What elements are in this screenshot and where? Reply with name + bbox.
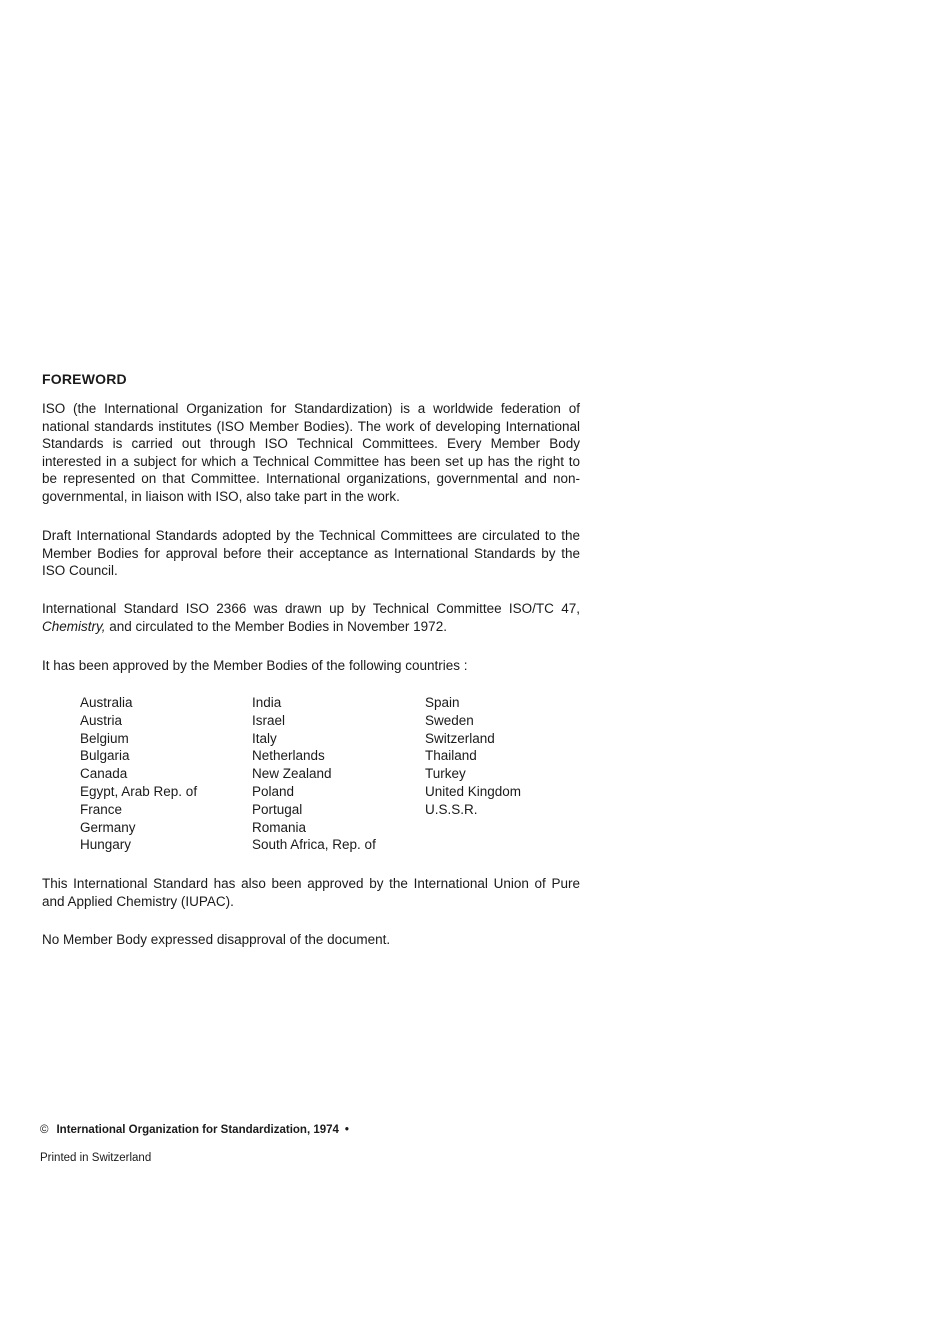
foreword-paragraph-no-disapproval: No Member Body expressed disapproval of the document. [42, 932, 391, 947]
country-item: India [252, 695, 282, 710]
country-item: South Africa, Rep. of [252, 837, 376, 853]
copyright-icon: © [40, 1124, 49, 1136]
country-item: Spain [425, 695, 460, 710]
printed-in-line: Printed in Switzerland [40, 1152, 152, 1164]
country-item: Portugal [252, 801, 303, 817]
para3-text-after: and circulated to the Member Bodies in November 1972. [105, 618, 447, 634]
country-item: Sweden [425, 712, 474, 728]
country-item: Germany [80, 819, 136, 835]
country-item: United Kingdom [425, 783, 522, 799]
foreword-paragraph-draft-standards: Draft International Standards adopted by the Technical Committees are circulated to the Member Bodies for approval before their acceptance as International Standards by the ISO Council. [42, 528, 580, 579]
country-item: Italy [252, 730, 277, 746]
country-item: Netherlands [252, 748, 325, 764]
country-item: Israel [252, 712, 286, 728]
foreword-paragraph-iso-2366 [42, 600, 580, 635]
copyright-text: International Organization for Standardization, 1974 [56, 1124, 339, 1136]
countries-column-2 [252, 694, 425, 854]
foreword-paragraph-iso-intro: ISO (the International Organization for Standardization) is a worldwide federation of national standards institutes (ISO Member Bodies). The work of developing International Standards is carried out through ISO Technical Committees. Every Member Body interested in a subject for which a Technical Committee has been set up has the right to be represented on that Committee. International organizations, governmental and non-governmental, in liaison with ISO, also take part in the work. [42, 401, 580, 504]
country-item: Egypt, Arab Rep. of [80, 783, 198, 799]
countries-column-1 [80, 694, 252, 854]
country-item: U.S.S.R. [425, 801, 478, 817]
country-item: Belgium [80, 730, 129, 746]
country-item: Switzerland [425, 730, 495, 746]
country-item: France [80, 801, 123, 817]
foreword-paragraph-approval-intro: It has been approved by the Member Bodies of the following countries : [42, 658, 468, 673]
countries-column-3 [425, 694, 585, 854]
country-item: New Zealand [252, 766, 332, 782]
copyright-line [40, 1124, 349, 1136]
country-item: Australia [80, 695, 133, 710]
country-item: Poland [252, 783, 295, 799]
country-item: Austria [80, 712, 123, 728]
country-item: Canada [80, 766, 128, 782]
foreword-paragraph-iupac: This International Standard has also been approved by the International Union of Pure and Applied Chemistry (IUPAC). [42, 876, 580, 909]
bullet-icon: • [344, 1124, 349, 1136]
country-item: Bulgaria [80, 748, 130, 764]
country-item: Hungary [80, 837, 132, 853]
country-item: Romania [252, 819, 307, 835]
foreword-heading: FOREWORD [42, 371, 127, 387]
para3-text-before: International Standard ISO 2366 was drawn up by Technical Committee ISO/TC 47, [42, 601, 580, 616]
approving-countries-list [80, 694, 585, 854]
country-item: Turkey [425, 766, 466, 782]
country-item: Thailand [425, 748, 477, 764]
committee-name-italic: Chemistry, [42, 618, 106, 634]
